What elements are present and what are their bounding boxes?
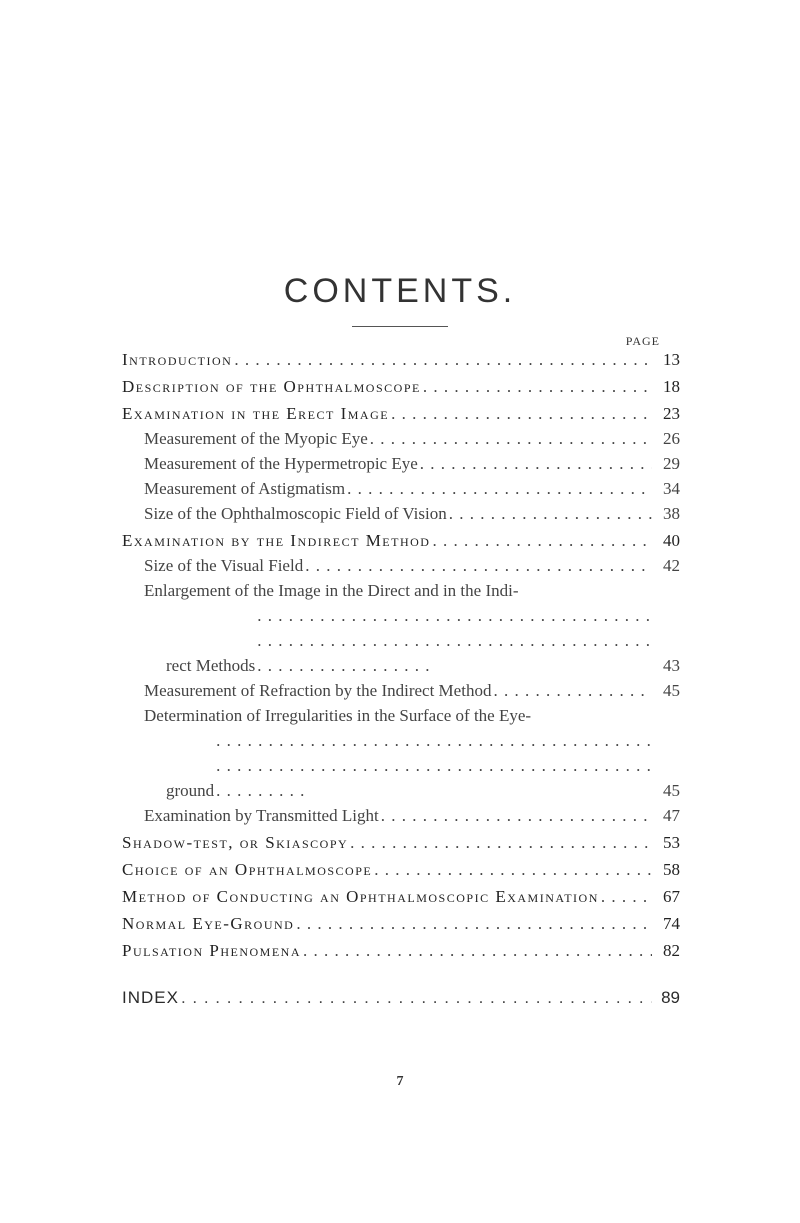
toc-entry-page: 18 [663,377,680,396]
toc-entry-page: 82 [663,941,680,960]
toc-entry-page: 45 [663,681,680,700]
page-number: 7 [396,1074,404,1089]
page-title: CONTENTS. [283,272,517,310]
dot-leader [257,603,652,678]
toc-entry-page: 47 [663,806,680,825]
toc-entry-title: Size of the Visual Field [144,556,304,575]
dot-leader [374,857,652,882]
toc-entry [122,911,680,936]
dot-leader [303,938,652,963]
toc-entry-page: 67 [663,887,680,906]
dot-leader [391,401,652,426]
toc-entry [122,857,680,882]
dot-leader [381,803,652,828]
toc-entry-page: 43 [663,656,680,675]
toc-subentry [122,703,680,803]
toc-entry-title: Examination in the Erect Image [122,404,390,423]
toc-entry-page: 58 [663,860,680,879]
toc-entry-page: 29 [663,454,680,473]
toc-entry-title: Determination of Irregularities in the Surface of the Eye- [144,706,532,725]
toc-entry [122,938,680,963]
toc-entry-page: 26 [663,429,680,448]
toc-entry-continuation [144,603,680,678]
toc-entry-title: Description of the Ophthalmoscope [122,377,421,396]
table-of-contents [122,345,680,1010]
dot-leader [234,347,652,372]
toc-entry-page: 42 [663,556,680,575]
toc-subentry [122,451,680,476]
toc-entry-page: 89 [661,988,680,1007]
dot-leader [423,374,652,399]
toc-subentry [122,678,680,703]
toc-subentry [122,476,680,501]
toc-subentry [122,426,680,451]
dot-leader [216,728,652,803]
toc-entry [122,347,680,372]
title-rule [352,326,448,327]
dot-leader [420,451,652,476]
toc-entry [122,884,680,909]
toc-entry-title: Measurement of Astigmatism [144,479,346,498]
toc-entry-title: Size of the Ophthalmoscopic Field of Vision [144,504,447,523]
dot-leader [350,830,652,855]
toc-entry-title: Pulsation Phenomena [122,941,301,960]
toc-entry-title: Enlargement of the Image in the Direct and in the Indi- [144,581,519,600]
toc-entry-page: 23 [663,404,680,423]
dot-leader [493,678,652,703]
toc-index-entry [122,985,680,1010]
dot-leader [449,501,652,526]
toc-entry-continuation [144,728,680,803]
toc-entry-title: Introduction [122,350,233,369]
toc-entry-page: 74 [663,914,680,933]
toc-entry [122,401,680,426]
toc-entry-page: 13 [663,350,680,369]
toc-subentry [122,501,680,526]
dot-leader [181,985,652,1010]
toc-subentry [122,803,680,828]
toc-entry-title-continued: ground [166,781,215,800]
toc-entry-title: Normal Eye-Ground [122,914,295,933]
dot-leader [601,884,652,909]
toc-subentry [122,553,680,578]
toc-entry-title: Measurement of the Myopic Eye [144,429,368,448]
toc-entry-title: Choice of an Ophthalmoscope [122,860,373,879]
dot-leader [370,426,652,451]
toc-entry-page: 40 [663,531,680,550]
toc-entry-title: Shadow-test, or Skiascopy [122,833,349,852]
toc-entry-page: 34 [663,479,680,498]
toc-entry-page: 53 [663,833,680,852]
dot-leader [432,528,652,553]
toc-entry-title: Method of Conducting an Ophthalmoscopic Examination [122,887,599,906]
toc-subentry [122,578,680,678]
dot-leader [347,476,652,501]
dot-leader [296,911,652,936]
page-column-label: PAGE [625,334,660,348]
toc-entry-page: 45 [663,781,680,800]
dot-leader [305,553,652,578]
toc-entry-title: Measurement of Refraction by the Indirect Method [144,681,492,700]
toc-entry-page: 38 [663,504,680,523]
toc-entry [122,374,680,399]
toc-entry-title: Examination by Transmitted Light [144,806,379,825]
toc-entry-title-continued: rect Methods [166,656,256,675]
toc-entry-title: Measurement of the Hypermetropic Eye [144,454,418,473]
toc-entry-title: INDEX [122,988,179,1007]
toc-entry [122,528,680,553]
toc-entry [122,830,680,855]
toc-entry-title: Examination by the Indirect Method [122,531,431,550]
